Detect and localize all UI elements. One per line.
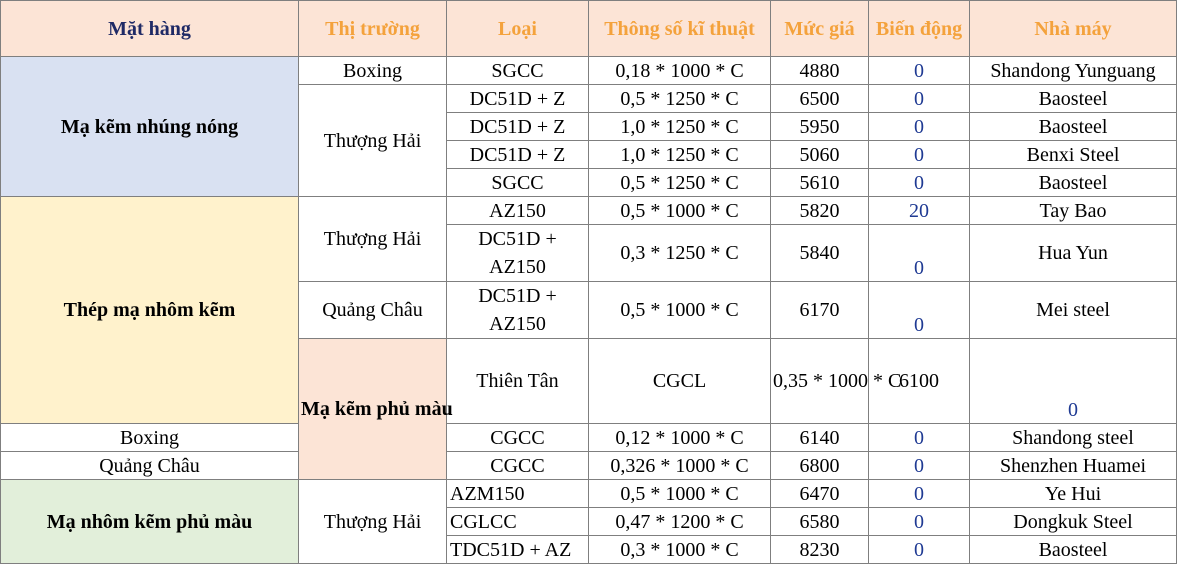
price-cell: 6580 [771, 508, 869, 536]
type-cell: AZ150 [447, 197, 589, 225]
header-market: Thị trường [299, 1, 447, 57]
spec-cell: 0,5 * 1000 * C [589, 480, 771, 508]
mill-cell: Benxi Steel [970, 141, 1177, 169]
spec-cell: 0,5 * 1250 * C [589, 169, 771, 197]
price-cell: 4880 [771, 57, 869, 85]
header-mill: Nhà máy [970, 1, 1177, 57]
change-cell: 20 [869, 197, 970, 225]
mill-cell: Tay Bao [970, 197, 1177, 225]
table-row [1, 452, 1177, 480]
mill-cell: Baosteel [970, 85, 1177, 113]
type-cell: SGCC [447, 169, 589, 197]
market-cell: Quảng Châu [299, 282, 447, 339]
spec-cell: 0,5 * 1000 * C [589, 282, 771, 339]
type-cell: CGCC [447, 424, 589, 452]
mill-cell: Mei steel [970, 282, 1177, 339]
spec-cell: 0,18 * 1000 * C [589, 57, 771, 85]
change-cell: 0 [869, 480, 970, 508]
spec-cell: 0,12 * 1000 * C [589, 424, 771, 452]
spec-cell: 1,0 * 1250 * C [589, 141, 771, 169]
change-cell: 0 [970, 339, 1177, 424]
market-cell: Quảng Châu [1, 452, 299, 480]
price-cell: 6170 [771, 282, 869, 339]
change-cell: 0 [869, 424, 970, 452]
change-cell: 0 [869, 452, 970, 480]
type-cell: DC51D + Z [447, 85, 589, 113]
header-product: Mặt hàng [1, 1, 299, 57]
change-cell: 0 [869, 141, 970, 169]
change-cell: 0 [869, 57, 970, 85]
market-cell: Thượng Hải [299, 197, 447, 282]
header-spec: Thông số kĩ thuật [589, 1, 771, 57]
change-cell: 0 [869, 169, 970, 197]
spec-cell: 0,3 * 1000 * C [589, 536, 771, 564]
price-cell: 5060 [771, 141, 869, 169]
change-cell: 0 [869, 225, 970, 282]
spec-cell: 0,3 * 1250 * C [589, 225, 771, 282]
price-cell: 6800 [771, 452, 869, 480]
price-cell: 6470 [771, 480, 869, 508]
change-cell: 0 [869, 508, 970, 536]
product-category: Mạ nhôm kẽm phủ màu [1, 480, 299, 564]
price-cell: 5840 [771, 225, 869, 282]
market-cell: Thượng Hải [299, 480, 447, 564]
change-cell: 0 [869, 113, 970, 141]
market-cell: Boxing [1, 424, 299, 452]
product-category: Mạ kẽm phủ màu [299, 339, 447, 480]
type-cell: AZM150 [447, 480, 589, 508]
spec-cell: 0,5 * 1250 * C [589, 85, 771, 113]
mill-cell: Shandong Yunguang [970, 57, 1177, 85]
type-cell: DC51D + AZ150 [447, 225, 589, 282]
price-cell: 5610 [771, 169, 869, 197]
header-row [1, 1, 1177, 57]
table-row [1, 424, 1177, 452]
spec-cell: 0,35 * 1000 * C [771, 339, 869, 424]
header-type: Loại [447, 1, 589, 57]
price-cell: 6500 [771, 85, 869, 113]
table-row [1, 197, 1177, 225]
mill-cell: Ye Hui [970, 480, 1177, 508]
mill-cell: Shenzhen Huamei [970, 452, 1177, 480]
spec-cell: 0,47 * 1200 * C [589, 508, 771, 536]
mill-cell: Baosteel [970, 169, 1177, 197]
product-category: Mạ kẽm nhúng nóng [1, 57, 299, 197]
type-cell: DC51D + Z [447, 141, 589, 169]
type-cell: CGCC [447, 452, 589, 480]
product-category: Thép mạ nhôm kẽm [1, 197, 299, 424]
market-cell: Boxing [299, 57, 447, 85]
change-cell: 0 [869, 536, 970, 564]
type-cell: DC51D + Z [447, 113, 589, 141]
type-cell: DC51D + AZ150 [447, 282, 589, 339]
mill-cell: Dongkuk Steel [970, 508, 1177, 536]
mill-cell: Baosteel [970, 113, 1177, 141]
type-cell: TDC51D + AZ [447, 536, 589, 564]
table-row [1, 57, 1177, 85]
type-cell: CGLCC [447, 508, 589, 536]
change-cell: 0 [869, 282, 970, 339]
market-cell: Thượng Hải [299, 85, 447, 197]
header-change: Biến động [869, 1, 970, 57]
spec-cell: 0,326 * 1000 * C [589, 452, 771, 480]
table-row [1, 480, 1177, 508]
price-cell: 5820 [771, 197, 869, 225]
market-cell: Thiên Tân [447, 339, 589, 424]
change-cell: 0 [869, 85, 970, 113]
price-cell: 6100 [869, 339, 970, 424]
mill-cell: Hua Yun [970, 225, 1177, 282]
header-price: Mức giá [771, 1, 869, 57]
price-cell: 8230 [771, 536, 869, 564]
spec-cell: 0,5 * 1000 * C [589, 197, 771, 225]
price-cell: 6140 [771, 424, 869, 452]
type-cell: SGCC [447, 57, 589, 85]
price-cell: 5950 [771, 113, 869, 141]
type-cell: CGCL [589, 339, 771, 424]
spec-cell: 1,0 * 1250 * C [589, 113, 771, 141]
mill-cell: Shandong steel [970, 424, 1177, 452]
mill-cell: Baosteel [970, 536, 1177, 564]
